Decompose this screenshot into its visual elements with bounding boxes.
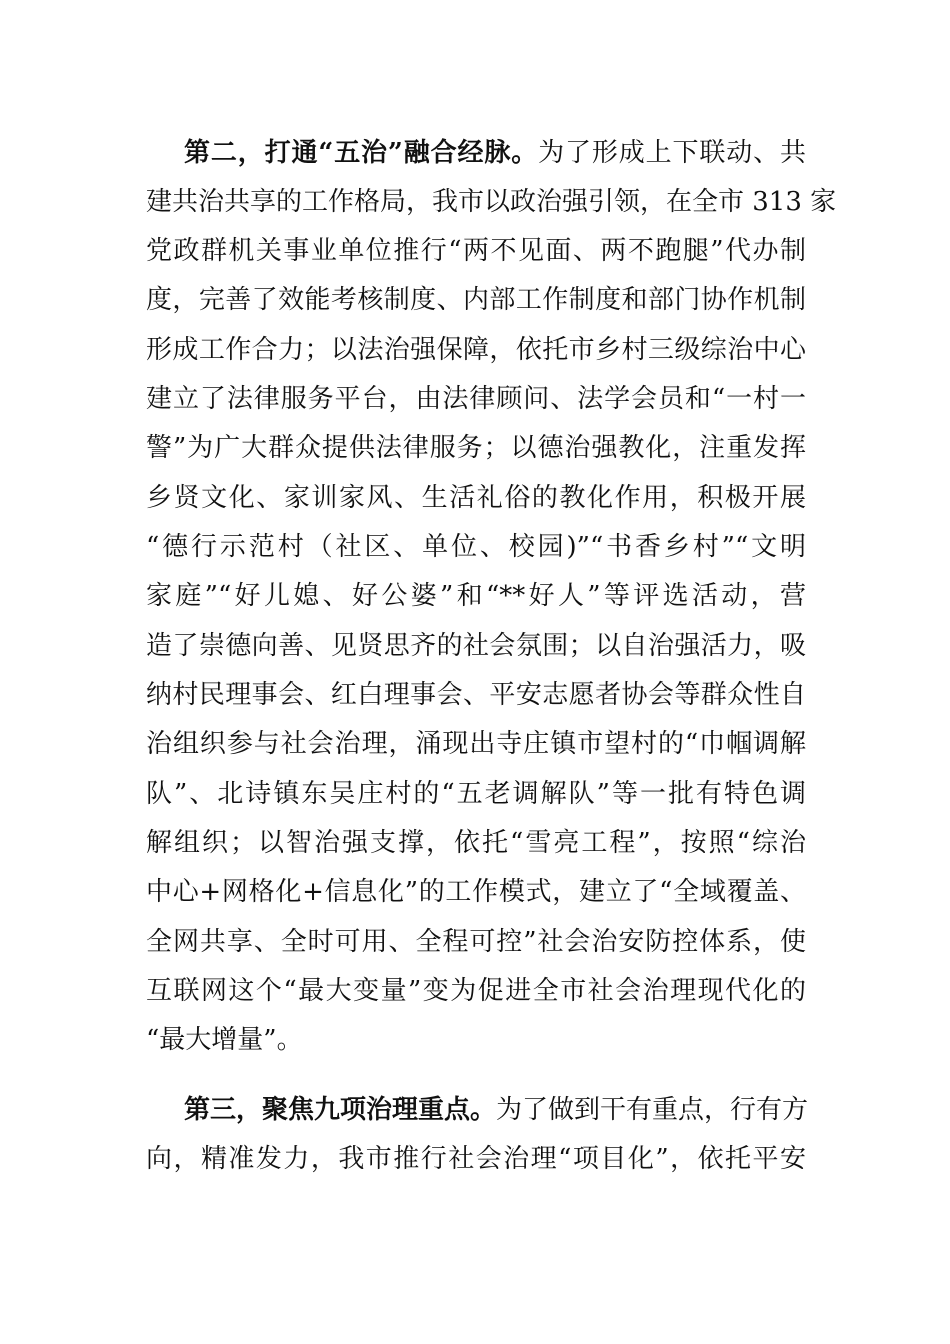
paragraph-2-line-1 (184, 1092, 809, 1128)
paragraph-1-line-11: 造了崇德向善、见贤思齐的社会氛围；以自治强活力，吸 (146, 631, 806, 661)
paragraph-1-line-10: 家庭”“好儿媳、好公婆”和“**好人”等评选活动，营 (146, 581, 806, 611)
paragraph-1-line-9: “德行示范村（社区、单位、校园)”“书香乡村”“文明 (146, 532, 806, 562)
paragraph-1-line-16: 中心+网格化+信息化”的工作模式，建立了“全域覆盖、 (146, 877, 806, 907)
paragraph-1-line-2: 建共治共享的工作格局，我市以政治强引领，在全市 313 家 (146, 187, 837, 217)
paragraph-1-line-1-text: 为了形成上下联动、共 (538, 138, 806, 168)
paragraph-2-line-1-text: 为了做到干有重点，行有方 (496, 1095, 809, 1125)
paragraph-1-line-3: 党政群机关事业单位推行“两不见面、两不跑腿”代办制 (146, 236, 806, 266)
paragraph-2-heading: 第三，聚焦九项治理重点。 (184, 1095, 497, 1125)
paragraph-1-line-17: 全网共享、全时可用、全程可控”社会治安防控体系，使 (146, 927, 806, 957)
paragraph-1-heading: 第二，打通“五治”融合经脉。 (184, 138, 539, 168)
paragraph-1-line-1 (184, 135, 806, 171)
paragraph-1-line-12: 纳村民理事会、红白理事会、平安志愿者协会等群众性自 (146, 680, 806, 710)
paragraph-1-line-6: 建立了法律服务平台，由法律顾问、法学会员和“一村一 (146, 384, 806, 414)
paragraph-1-line-13: 治组织参与社会治理，涌现出寺庄镇市望村的“巾帼调解 (146, 729, 806, 759)
paragraph-1-line-15: 解组织；以智治强支撑，依托“雪亮工程”，按照“综治 (146, 828, 806, 858)
paragraph-1-line-8: 乡贤文化、家训家风、生活礼俗的教化作用，积极开展 (146, 483, 806, 513)
paragraph-1-line-7: 警”为广大群众提供法律服务；以德治强教化，注重发挥 (146, 433, 806, 463)
paragraph-1-line-14: 队”、北诗镇东吴庄村的“五老调解队”等一批有特色调 (146, 779, 806, 809)
paragraph-1-line-18: 互联网这个“最大变量”变为促进全市社会治理现代化的 (146, 976, 806, 1006)
paragraph-1-line-19: “最大增量”。 (146, 1025, 303, 1055)
paragraph-2-line-2: 向，精准发力，我市推行社会治理“项目化”，依托平安 (146, 1144, 806, 1174)
paragraph-1-line-4: 度，完善了效能考核制度、内部工作制度和部门协作机制 (146, 285, 806, 315)
paragraph-1-line-5: 形成工作合力；以法治强保障，依托市乡村三级综治中心 (146, 335, 806, 365)
